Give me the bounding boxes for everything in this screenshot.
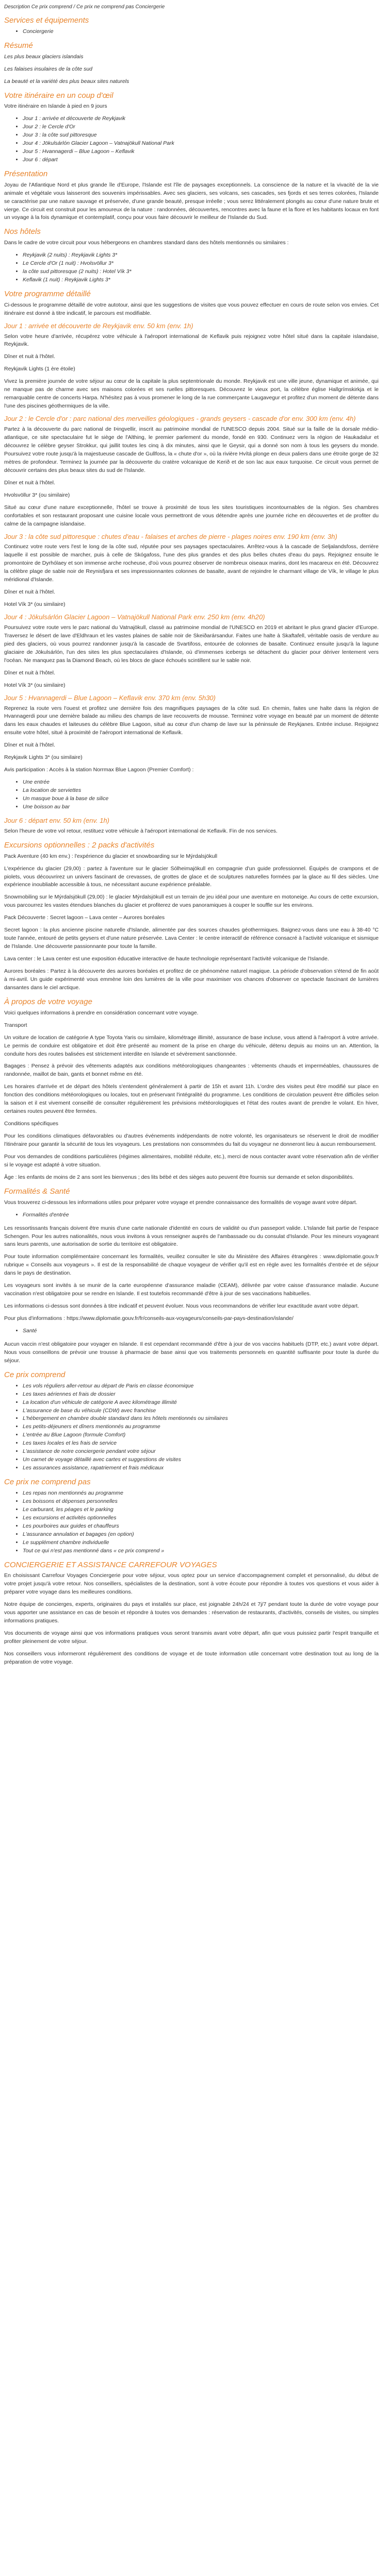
formalities-paragraph: Pour plus d'informations : https://www.diplomatie.gouv.fr/fr/conseils-aux-voyageurs/conseils-par-pays-destination/islande/ xyxy=(4,1315,294,1322)
list-item: • Keflavik (1 nuit) : Reykjavik Lights 3* xyxy=(23,276,379,284)
concierge-paragraph: Nos conseillers vous informeront régulièrement des conditions de voyage et de toute information utile concernant votre destination tout au long de la préparation de votre voyage. xyxy=(4,1650,379,1665)
formalities-paragraph: Pour toute information complémentaire concernant les formalités, veuillez consulter le site du Ministère des Affaires étrangères : www.diplomatie.gouv.fr rubrique « Conseils aux voyageurs ». Il est de la responsabilité de chaque voyageur de vérifier qu'il est en règle avec les formalités d'entrée et de séjour dans le pays de destination. xyxy=(4,1253,379,1277)
list-item: • Le supplément chambre individuelle xyxy=(23,1539,379,1547)
day-2-paragraph: Partez à la découverte du parc national de Þingvellir, inscrit au patrimoine mondial de l'UNESCO depuis 2004. Situé sur la faille de la dorsale médio-atlantique, ce site spectaculaire fut le siège de l'Althing, le premier parlement du monde, fondé en 930. Continuez vers la région de Haukadalur et découvrez le célèbre geyser Strokkur, qui jaillit toutes les cinq à dix minutes, ainsi que le Geysir, qui a donné son nom à tous les geysers du monde. Poursuivez votre route jusqu'à la majestueuse cascade de Gullfoss, la « chute d'or », où la rivière Hvítá plonge en deux paliers dans une étroite gorge de 32 mètres de profondeur. Terminez la journée par la découverte du cratère volcanique de Kerið et de son lac aux eaux turquoise. Ce circuit vous permet de découvrir certains des plus beaux sites du sud de l'Islande. xyxy=(4,426,379,473)
formalities-list xyxy=(4,1211,379,1219)
health-paragraph: Aucun vaccin n'est obligatoire pour voyager en Islande. Il est cependant recommandé d'être à jour de vos vaccins habituels (DTP, etc.) avant votre départ. Nous vous conseillons de prévoir une trousse à pharmacie de base ainsi que vos traitements personnels en quantité suffisante pour toute la durée du séjour. xyxy=(4,1341,379,1364)
day-2-dinner: Dîner et nuit à l'hôtel. xyxy=(4,479,55,486)
list-item: • Une boisson au bar xyxy=(23,803,379,811)
hotels-list xyxy=(4,251,379,284)
day-3-dinner: Dîner et nuit à l'hôtel. xyxy=(4,589,55,596)
day-1-dinner: Dîner et nuit à l'hôtel. xyxy=(4,353,55,360)
blue-lagoon-access-list xyxy=(4,778,379,811)
section-title-included: Ce prix comprend xyxy=(4,1370,66,1379)
list-item: • Les excursions et activités optionnelles xyxy=(23,1514,379,1522)
day-4-dinner: Dîner et nuit à l'hôtel. xyxy=(4,669,55,676)
day-1-hotel: Reykjavik Lights (1 ère étoile) xyxy=(4,366,75,372)
list-item: • Une entrée xyxy=(23,778,379,787)
about-paragraph: Pour les conditions climatiques défavorables ou d'autres événements indépendants de notre volonté, les organisateurs se réservent le droit de modifier l'itinéraire pour garantir la sécurité de tous les voyageurs. Les prestations non consommées du fait du voyageur ne donneront lieu à aucun remboursement. xyxy=(4,1133,379,1148)
list-item: • L'assistance de notre conciergerie pendant votre séjour xyxy=(23,1448,379,1456)
day-5-paragraph: Reprenez la route vers l'ouest et profitez une dernière fois des magnifiques paysages de la côte sud. En chemin, faites une halte dans la région de Hvannagerdi pour une dernière balade au milieu des champs de lave recouverts de mousse. Terminez votre voyage en beauté par un moment de détente dans les eaux chaudes et laiteuses du célèbre Blue Lagoon, situé au cœur d'un champ de lave sur la péninsule de Reykjanes. Entrée incluse. Rejoignez ensuite votre hôtel, situé à proximité de l'aéroport international de Keflavik. xyxy=(4,705,379,736)
excursions-paragraph: L'expérience du glacier (29,00) : partez à l'aventure sur le glacier Sólheimajökull en compagnie d'un guide professionnel. Équipés de crampons et de piolets, vous découvrirez un univers fascinant de crevasses, de grottes de glace et de sculptures naturelles formées par la glace au fil des siècles. Une expérience inoubliable accessible à tous, ne nécessitant aucune expérience préalable. xyxy=(4,865,379,888)
list-item: • Jour 2 : le Cercle d'Or xyxy=(23,123,379,131)
list-item: • Les repas non mentionnés au programme xyxy=(23,1489,379,1498)
excursions-paragraph: Pack Découverte : Secret lagoon – Lava center – Aurores boréales xyxy=(4,914,165,921)
formalities-paragraph: Les informations ci-dessus sont données à titre indicatif et peuvent évoluer. Nous vous recommandons de vérifier leur exactitude avant votre départ. xyxy=(4,1303,360,1310)
blue-lagoon-access-title: Avis participation : Accès à la station Norrmax Blue Lagoon (Premier Comfort) : xyxy=(4,767,194,773)
list-item: • Jour 6 : départ xyxy=(23,156,379,164)
list-item: • Jour 3 : la côte sud pittoresque xyxy=(23,131,379,140)
section-title-program: Votre programme détaillé xyxy=(4,289,91,298)
section-title-formalities: Formalités & Santé xyxy=(4,1187,70,1196)
about-paragraph: Bagages : Pensez à prévoir des vêtements adaptés aux conditions météorologiques changeantes : vêtements chauds et imperméables, chaussures de randonnée, maillot de bain, gants et bonnet même en été. xyxy=(4,1063,379,1078)
section-title-presentation: Présentation xyxy=(4,169,48,178)
concierge-paragraph: En choisissant Carrefour Voyages Conciergerie pour votre séjour, vous optez pour un service d'accompagnement complet et personnalisé, du début de votre projet jusqu'à votre retour. Nos conseillers, spécialistes de la destination, sont à votre écoute pour répondre à toutes vos questions et vous aider à préparer votre voyage dans les meilleures conditions. xyxy=(4,1572,379,1596)
list-item: • L'hébergement en chambre double standard dans les hôtels mentionnés ou similaires xyxy=(23,1415,379,1423)
itinerary-overview-intro: Votre itinéraire en Islande à pied en 9 jours xyxy=(4,103,107,110)
list-item: • Jour 1 : arrivée et découverte de Reykjavik xyxy=(23,115,379,123)
list-item: • Santé xyxy=(23,1327,379,1335)
day-1-title: Jour 1 : arrivée et découverte de Reykjavik env. 50 km (env. 1h) xyxy=(4,321,193,330)
about-paragraph: Les horaires d'arrivée et de départ des hôtels s'entendent généralement à partir de 15h et avant 11h. L'ordre des visites peut être modifié sur place en fonction des conditions météorologiques ou locales, tout en préservant l'intégralité du programme. Les conditions de circulation peuvent être difficiles selon la saison et il est vivement conseillé de consulter régulièrement les prévisions météorologiques et l'état des routes avant de prendre le volant. En hiver, certaines routes peuvent être fermées. xyxy=(4,1083,379,1115)
itinerary-overview-list xyxy=(4,115,379,164)
excursions-paragraph: Pack Aventure (40 km env.) : l'expérience du glacier et snowboarding sur le Mýrdalsjökull xyxy=(4,853,218,859)
day-3-paragraph: Continuez votre route vers l'est le long de la côte sud, réputée pour ses paysages spectaculaires. Arrêtez-vous à la cascade de Seljalandsfoss, derrière laquelle il est possible de marcher, puis à celle de Skógafoss, l'une des plus grandes et des plus belles chutes d'eau du pays. Rejoignez ensuite le promontoire de Dyrhólaey et son immense arche rocheuse, d'où vous pourrez observer de nombreux oiseaux marins, dont les macareux en été. Découvrez la célèbre plage de sable noir de Reynisfjara et ses impressionnantes colonnes de basalte, avant de rejoindre le charmant village de Vík, le village le plus méridional d'Islande. xyxy=(4,544,379,583)
excursions-paragraph: Snowmobiling sur le Mýrdalsjökull (29,00) : le glacier Mýrdalsjökull est un terrain de jeu idéal pour une aventure en motoneige. Au cours de cette excursion, vous parcourrez les vastes étendues blanches du glacier et profiterez de vues panoramiques à couper le souffle sur les environs. xyxy=(4,894,379,909)
day-3-title: Jour 3 : la côte sud pittoresque : chutes d'eau - falaises et arches de pierre - plages noires env. 190 km (env. 3h) xyxy=(4,532,337,540)
resume-line: La beauté et la variété des plus beaux sites naturels xyxy=(4,78,129,84)
list-item: • Les taxes locales et les frais de service xyxy=(23,1439,379,1448)
day-2-hotel: Hvolsvöllur 3* (ou similaire) xyxy=(4,492,70,498)
list-item: • Un masque boue à la base de silice xyxy=(23,795,379,803)
about-paragraph: Un voiture de location de catégorie A type Toyota Yaris ou similaire, kilométrage illimité, assurance de base incluse, vous attend à l'aéroport à votre arrivée. Le permis de conduire est obligatoire et doit être présenté au moment de la prise en charge du véhicule, détenu depuis au moins un an. Attention, la conduite hors des routes balisées est strictement interdite en Islande et sévèrement sanctionnée. xyxy=(4,1034,379,1057)
list-item: • Tout ce qui n'est pas mentionné dans « ce prix comprend » xyxy=(23,1547,379,1555)
list-item: • Formalités d'entrée xyxy=(23,1211,379,1219)
list-item: • Les boissons et dépenses personnelles xyxy=(23,1498,379,1506)
list-item: • Le carburant, les péages et le parking xyxy=(23,1506,379,1514)
excursions-paragraph: Lava center : le Lava center est une exposition éducative interactive de haute technologie représentant l'activité volcanique de l'Islande. xyxy=(4,956,329,962)
concierge-paragraph: Notre équipe de concierges, experts, originaires du pays et installés sur place, est joignable 24h/24 et 7j/7 pendant toute la durée de votre voyage pour vous apporter une assistance en cas de besoin et répondre à toutes vos demandes : réservation de restaurants, d'activités, conseils de visites, ou simples informations pratiques. xyxy=(4,1601,379,1624)
list-item: • Jour 4 : Jökulsárlón Glacier Lagoon – Vatnajökull National Park xyxy=(23,140,379,148)
day-3-hotel: Hotel Vík 3* (ou similaire) xyxy=(4,601,66,608)
section-title-resume: Résumé xyxy=(4,41,33,50)
day-5-hotel: Reykjavik Lights 3* (ou similaire) xyxy=(4,754,83,761)
day-2-title: Jour 2 : le Cercle d'or : parc national des merveilles géologiques - grands geysers - cascade d'or env. 300 km (env. 4h) xyxy=(4,415,356,423)
formalities-paragraph: Les ressortissants français doivent être munis d'une carte nationale d'identité en cours de validité ou d'un passeport valide. L'Islande fait partie de l'espace Schengen. Pour les autres nationalités, nous vous invitons à vous renseigner auprès de l'ambassade ou du consulat d'Islande. Pour les mineurs voyageant sans leurs parents, une autorisation de sortie du territoire est obligatoire. xyxy=(4,1225,379,1248)
about-paragraph: Transport xyxy=(4,1022,27,1028)
list-item: • L'entrée au Blue Lagoon (formule Comfort) xyxy=(23,1431,379,1439)
list-item: • Reykjavik (2 nuits) : Reykjavik Lights 3* xyxy=(23,251,379,260)
list-item: • Jour 5 : Hvannagerdi – Blue Lagoon – Keflavik xyxy=(23,148,379,156)
list-item: • Le Cercle d'Or (1 nuit) : Hvolsvöllur 3* xyxy=(23,260,379,268)
hotels-intro: Dans le cadre de votre circuit pour vous hébergeons en chambres standard dans des hôtels mentionnés ou similaires : xyxy=(4,240,289,246)
day-4-paragraph: Poursuivez votre route vers le parc national du Vatnajökull, classé au patrimoine mondial de l'UNESCO en 2019 et abritant le plus grand glacier d'Europe. Traversez le désert de lave d'Eldhraun et les vastes plaines de sable noir de Skeiðarársandur. Faites une halte à Skaftafell, véritable oasis de verdure au pied des glaciers, où vous pourrez randonner jusqu'à la cascade de Svartifoss, entourée de colonnes de basalte. Continuez ensuite jusqu'à la lagune glaciaire de Jökulsárlón, l'un des sites les plus spectaculaires d'Islande, où d'immenses icebergs se détachent du glacier pour dériver lentement vers l'océan. Ne manquez pas la Diamond Beach, où les blocs de glace échoués scintillent sur le sable noir. xyxy=(4,624,379,664)
list-item: • L'assurance de base du véhicule (CDW) avec franchise xyxy=(23,1407,379,1415)
list-item: • Les pourboires aux guides et chauffeurs xyxy=(23,1522,379,1531)
excursions-paragraph: Aurores boréales : Partez à la découverte des aurores boréales et profitez de ce phénomène naturel magique. La période d'observation s'étend de fin août à mi-avril. Un guide expérimenté vous emmène loin des lumières de la ville pour maximiser vos chances d'observer ce spectacle fascinant de lumières dansantes dans le ciel arctique. xyxy=(4,968,379,991)
list-item: • Les vols réguliers aller-retour au départ de Paris en classe économique xyxy=(23,1382,379,1391)
formalities-intro: Vous trouverez ci-dessous les informations utiles pour préparer votre voyage et prendre connaissance des formalités de voyage avant votre départ. xyxy=(4,1199,357,1206)
list-item: • la côte sud pittoresque (2 nuits) : Hotel Vík 3* xyxy=(23,268,379,276)
day-6-title: Jour 6 : départ env. 50 km (env. 1h) xyxy=(4,817,110,824)
day-1-paragraph: Selon votre heure d'arrivée, récupérez votre véhicule à l'aéroport international de Keflavik puis rejoignez votre hôtel situé dans la capitale islandaise, Reykjavik. xyxy=(4,333,379,348)
concierge-paragraph: Vos documents de voyage ainsi que vos informations pratiques vous seront transmis avant votre départ, afin que vous puissiez partir l'esprit tranquille et profiter pleinement de votre séjour. xyxy=(4,1630,379,1645)
section-title-hotels: Nos hôtels xyxy=(4,227,41,236)
section-title-excursions: Excursions optionnelles : 2 packs d'activités xyxy=(4,840,155,850)
about-paragraph: Conditions spécifiques xyxy=(4,1121,59,1127)
intro-text: Description Ce prix comprend / Ce prix ne comprend pas Conciergerie xyxy=(4,4,165,10)
program-intro: Ci-dessous le programme détaillé de votre autotour, ainsi que les suggestions de visites que vous pouvez effectuer en cours de route selon vos envies. Cet itinéraire est donné à titre indicatif, le parcours est modifiable. xyxy=(4,301,379,316)
list-item: • La location d'un véhicule de catégorie A avec kilométrage illimité xyxy=(23,1399,379,1407)
about-paragraph: Âge : les enfants de moins de 2 ans sont les bienvenus ; des lits bébé et des sièges auto peuvent être fournis sur demande et selon disponibilités. xyxy=(4,1174,354,1180)
about-paragraph: Pour vos demandes de conditions particulières (régimes alimentaires, mobilité réduite, etc.), merci de nous contacter avant votre réservation afin de vérifier si le voyage est adapté à votre situation. xyxy=(4,1154,379,1168)
about-intro: Voici quelques informations à prendre en considération concernant votre voyage. xyxy=(4,1009,199,1016)
list-item: • La location de serviettes xyxy=(23,787,379,795)
section-title-concierge: CONCIERGERIE ET ASSISTANCE CARREFOUR VOYAGES xyxy=(4,1560,217,1569)
list-item: • L'assurance annulation et bagages (en option) xyxy=(23,1531,379,1539)
formalities-paragraph: Les voyageurs sont invités à se munir de la carte européenne d'assurance maladie (CEAM), délivrée par votre caisse d'assurance maladie. Aucune vaccination n'est obligatoire pour se rendre en Islande. Il est toutefois recommandé d'être à jour de ses vaccinations habituelles. xyxy=(4,1282,379,1297)
section-title-about: À propos de votre voyage xyxy=(4,997,92,1006)
services-list xyxy=(4,28,379,36)
not-included-list xyxy=(4,1489,379,1555)
resume-line: Les plus beaux glaciers islandais xyxy=(4,53,84,60)
list-item: • Les petits-déjeuners et dîners mentionnés au programme xyxy=(23,1423,379,1431)
day-5-title: Jour 5 : Hvannagerdi – Blue Lagoon – Keflavik env. 370 km (env. 5h30) xyxy=(4,693,216,702)
day-4-title: Jour 4 : Jökulsárlón Glacier Lagoon – Vatnajökull National Park env. 250 km (env. 4h20) xyxy=(4,613,265,621)
list-item: • Un carnet de voyage détaillé avec cartes et suggestions de visites xyxy=(23,1456,379,1464)
health-list xyxy=(4,1327,379,1335)
day-2-description: Situé au cœur d'une nature exceptionnelle, l'hôtel se trouve à proximité de tous les sites touristiques incontournables de la région. Ses chambres confortables et son restaurant proposant une cuisine locale vous permettront de vous détendre après une journée riche en découvertes et de profiter du calme de la campagne islandaise. xyxy=(4,504,379,527)
section-title-not-included: Ce prix ne comprend pas xyxy=(4,1478,91,1487)
section-title-services: Services et équipements xyxy=(4,16,89,25)
day-6-paragraph: Selon l'heure de votre vol retour, restituez votre véhicule à l'aéroport international de Keflavik. Fin de nos services. xyxy=(4,827,278,834)
day-5-dinner: Dîner et nuit à l'hôtel. xyxy=(4,742,55,749)
excursions-paragraph: Secret lagoon : la plus ancienne piscine naturelle d'Islande, alimentée par des sources chaudes géothermiques. Baignez-vous dans une eau à 38-40 °C toute l'année, entouré de petits geysers et d'une nature préservée. Lava Center : le centre interactif de référence consacré à l'activité volcanique et sismique de l'Islande. Une découverte passionnante pour toute la famille. xyxy=(4,927,379,950)
day-4-hotel: Hotel Vík 3* (ou similaire) xyxy=(4,682,66,688)
list-item: • Conciergerie xyxy=(23,28,379,36)
section-title-itinerary-overview: Votre itinéraire en un coup d'œil xyxy=(4,91,113,100)
list-item: • Les taxes aériennes et frais de dossier xyxy=(23,1391,379,1399)
presentation-paragraph: Joyau de l'Atlantique Nord et plus grande île d'Europe, l'Islande est l'île de paysages exceptionnels. La conscience de la nature et la vivacité de la vie animale et végétale vous laisseront des souvenirs impérissables. Avec ses glaciers, ses volcans, ses cascades, ses fjords et ses terres colorées, l'Islande se caractérise par une nature sauvage et préservée, d'une grande beauté, presque irréelle ; vous serez littéralement plongés au cœur d'une nature brute et vierge. Ce circuit est construit pour les amoureux de la nature : randonnées, découvertes, rencontres avec la faune et la flore et les habitants locaux en font un voyage à la fois dynamique et contemplatif, conçu pour vous faire découvrir le meilleur de l'Islande du Sud. xyxy=(4,181,379,221)
day-1-description: Vivez la première journée de votre séjour au cœur de la capitale la plus septentrionale du monde. Reykjavik est une ville jeune, dynamique et animée, qui ne manque pas de charme avec ses maisons colorées et ses ruelles pittoresques. Découvrez le vieux port, la célèbre église Hallgrímskirkja et le remarquable centre de concerts Harpa. N'hésitez pas à vous promener le long de la rue commerçante Laugavegur et profitez d'un moment de détente dans l'une des piscines géothermiques de la ville. xyxy=(4,378,379,410)
included-list xyxy=(4,1382,379,1472)
list-item: • Les assurances assistance, rapatriement et frais médicaux xyxy=(23,1464,379,1472)
resume-line: Les falaises insulaires de la côte sud xyxy=(4,65,93,72)
